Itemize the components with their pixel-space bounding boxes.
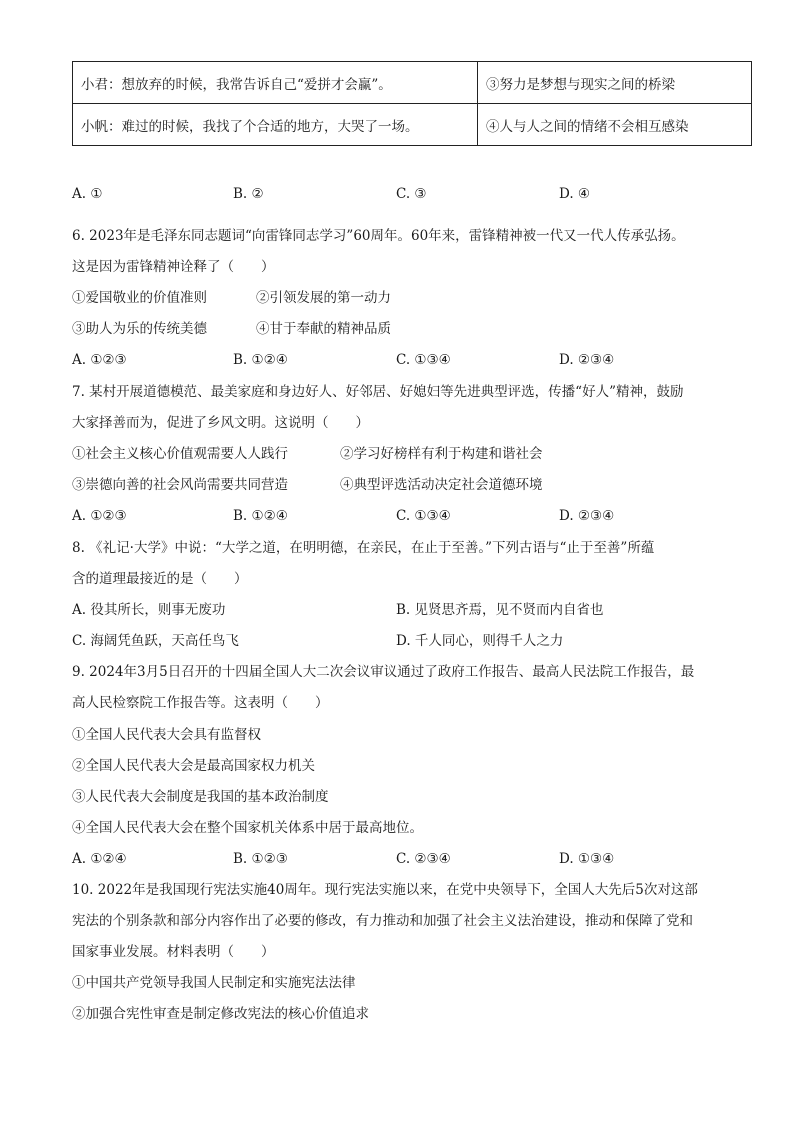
q9-option-b: B. ①②③ <box>233 851 288 867</box>
q9-statement: ④全国人民代表大会在整个国家机关体系中居于最高地位。 <box>72 820 423 836</box>
table-cell: ③努力是梦想与现实之间的桥梁 <box>478 62 752 104</box>
table-row <box>73 62 752 104</box>
q8-option-a: A. 役其所长，则事无废功 <box>72 602 226 618</box>
q10-stem: 宪法的个别条款和部分内容作出了必要的修改，有力推动和加强了社会主义法治建设，推动和保障了党和 <box>72 913 693 929</box>
q10-stem: 10. 2022年是我国现行宪法实施40周年。现行宪法实施以来，在党中央领导下，全国人大先后5次对这部 <box>72 882 698 898</box>
q8-option-b: B. 见贤思齐焉，见不贤而内自省也 <box>396 602 604 618</box>
q7-option-c: C. ①③④ <box>396 508 451 524</box>
q9-stem: 高人民检察院工作报告等。这表明（ ） <box>72 695 329 711</box>
matching-table <box>72 61 752 146</box>
q9-option-d: D. ①③④ <box>559 851 615 867</box>
q9-stem: 9. 2024年3月5日召开的十四届全国人大二次会议审议通过了政府工作报告、最高人民法院工作报告，最 <box>72 664 695 680</box>
q7-statement: ②学习好榜样有利于构建和谐社会 <box>340 446 543 462</box>
q10-statement: ①中国共产党领导我国人民制定和实施宪法法律 <box>72 975 356 991</box>
q9-option-c: C. ②③④ <box>396 851 451 867</box>
q10-statement: ②加强合宪性审查是制定修改宪法的核心价值追求 <box>72 1006 369 1022</box>
table-cell: 小君：想放弃的时候，我常告诉自己“爱拼才会赢”。 <box>73 62 478 104</box>
q6-option-d: D. ②③④ <box>559 352 615 368</box>
q7-statement: ①社会主义核心价值观需要人人践行 <box>72 446 288 462</box>
table-cell: 小帆：难过的时候，我找了个合适的地方，大哭了一场。 <box>73 104 478 146</box>
q8-stem: 8. 《礼记·大学》中说：“大学之道，在明明德，在亲民，在止于至善。”下列古语与“止于至善”所蕴 <box>72 540 655 556</box>
q7-statement: ③崇德向善的社会风尚需要共同营造 <box>72 477 288 493</box>
q5-option-c: C. ③ <box>396 186 427 202</box>
q10-stem: 国家事业发展。材料表明（ ） <box>72 944 275 960</box>
q9-statement: ③人民代表大会制度是我国的基本政治制度 <box>72 789 329 805</box>
q7-option-a: A. ①②③ <box>72 508 127 524</box>
q5-option-b: B. ② <box>233 186 264 202</box>
q7-stem: 大家择善而为，促进了乡风文明。这说明（ ） <box>72 415 369 431</box>
q9-statement: ①全国人民代表大会具有监督权 <box>72 727 261 743</box>
q9-statement: ②全国人民代表大会是最高国家权力机关 <box>72 758 315 774</box>
table-cell: ④人与人之间的情绪不会相互感染 <box>478 104 752 146</box>
q8-option-d: D. 千人同心，则得千人之力 <box>396 633 564 649</box>
q8-stem: 含的道理最接近的是（ ） <box>72 571 248 587</box>
q7-option-d: D. ②③④ <box>559 508 615 524</box>
q6-option-c: C. ①③④ <box>396 352 451 368</box>
q6-option-a: A. ①②③ <box>72 352 127 368</box>
q6-statement: ④甘于奉献的精神品质 <box>256 321 391 337</box>
q6-stem: 这是因为雷锋精神诠释了（ ） <box>72 259 275 275</box>
q6-stem: 6. 2023年是毛泽东同志题词“向雷锋同志学习”60周年。60年来，雷锋精神被一代又一代人传承弘扬。 <box>72 228 685 244</box>
q6-statement: ③助人为乐的传统美德 <box>72 321 207 337</box>
q6-statement: ②引领发展的第一动力 <box>256 290 391 306</box>
q5-option-a: A. ① <box>72 186 103 202</box>
q7-stem: 7. 某村开展道德模范、最美家庭和身边好人、好邻居、好媳妇等先进典型评选，传播“好人”精神，鼓励 <box>72 384 684 400</box>
q7-statement: ④典型评选活动决定社会道德环境 <box>340 477 543 493</box>
table-row <box>73 104 752 146</box>
q9-option-a: A. ①②④ <box>72 851 127 867</box>
q6-option-b: B. ①②④ <box>233 352 288 368</box>
q7-option-b: B. ①②④ <box>233 508 288 524</box>
q5-option-d: D. ④ <box>559 186 591 202</box>
q6-statement: ①爱国敬业的价值准则 <box>72 290 207 306</box>
q8-option-c: C. 海阔凭鱼跃，天高任鸟飞 <box>72 633 239 649</box>
